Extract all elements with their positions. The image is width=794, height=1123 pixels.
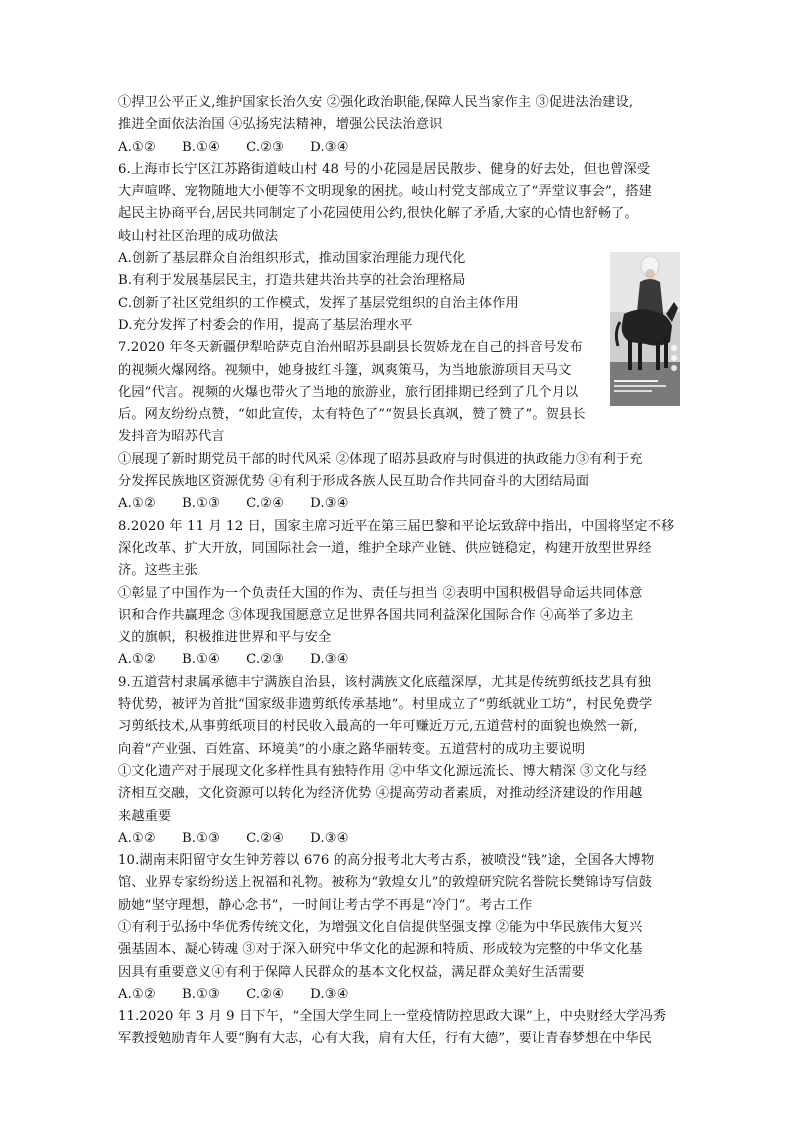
answer-option: B.①③ <box>181 986 221 1002</box>
answer-option: D.③④ <box>310 652 349 668</box>
answer-option: A.①② <box>118 496 156 512</box>
text-line: ①展现了新时期党员干部的时代风采 ②体现了昭苏县政府与时俱进的执政能力③有利于充 <box>118 451 643 467</box>
text-line: 来越重要 <box>118 808 172 824</box>
answer-option: D.③④ <box>310 830 349 846</box>
text-line <box>118 493 678 515</box>
text-line: 10.湖南耒阳留守女生钟芳蓉以 676 的高分报考北大考古系，被喷没“钱”途，全国各大博物 <box>118 853 655 869</box>
answer-option: B.①④ <box>181 139 221 155</box>
answer-option: A.①② <box>118 830 156 846</box>
answer-option: D.③④ <box>310 496 349 512</box>
text-line: 军教授勉励青年人要“胸有大志，心有大我，肩有大任，行有大德”，要让青春梦想在中华民 <box>118 1031 652 1047</box>
horse-rider-illustration <box>610 252 680 406</box>
text-line: ①文化遗产对于展现文化多样性具有独特作用 ②中华文化源远流长、博大精深 ③文化与经 <box>118 763 647 779</box>
text-line: 推进全面依法治国 ④弘扬宪法精神，增强公民法治意识 <box>118 117 443 133</box>
text-line: 6.上海市长宁区江苏路街道岐山村 48 号的小花园是居民散步、健身的好去处，但也曾深受 <box>118 161 651 177</box>
text-line: 11.2020 年 3 月 9 日下午，“全国大学生同上一堂疫情防控思政大课”上，中央财经大学冯秀 <box>118 1009 667 1025</box>
text-line: 大声喧哗、宠物随地大小便等不文明现象的困扰。岐山村党支部成立了“弄堂议事会”，搭建 <box>118 184 652 200</box>
text-line <box>118 828 678 850</box>
text-line: 励她“坚守理想，静心念书”，一时间让考古学不再是“冷门”。考古工作 <box>118 897 533 913</box>
text-line: 因具有重要意义④有利于保障人民群众的基本文化权益，满足群众美好生活需要 <box>118 964 585 980</box>
answer-option: B.①③ <box>181 830 221 846</box>
text-line: C.创新了社区党组织的工作模式，发挥了基层党组织的自治主体作用 <box>118 295 519 311</box>
text-line <box>118 137 678 159</box>
text-line <box>118 649 678 671</box>
text-line: 深化改革、扩大开放，同国际社会一道，维护全球产业链、供应链稳定，构建开放型世界经 <box>118 540 652 556</box>
text-line: B.有利于发展基层民主，打造共建共治共享的社会治理格局 <box>118 273 466 289</box>
text-line: D.充分发挥了村委会的作用，提高了基层治理水平 <box>118 317 413 333</box>
text-line: 馆、业界专家纷纷送上祝福和礼物。被称为“敦煌女儿”的敦煌研究院名誉院长樊锦诗写信鼓 <box>118 875 652 891</box>
rider-on-horse-photo <box>610 252 680 406</box>
text-line: 起民主协商平台,居民共同制定了小花园使用公约,很快化解了矛盾,大家的心情也舒畅了。 <box>118 206 638 222</box>
answer-option: A.①② <box>118 652 156 668</box>
document-body <box>118 92 678 1051</box>
text-line: 9.五道营村隶属承德丰宁满族自治县，该村满族文化底蕴深厚，尤其是传统剪纸技艺具有独 <box>118 674 652 690</box>
text-line: 分发挥民族地区资源优势 ④有利于形成各族人民互助合作共同奋斗的大团结局面 <box>118 474 590 490</box>
text-line: ①有利于弘扬中华优秀传统文化，为增强文化自信提供坚强支撑 ②能为中华民族伟大复兴 <box>118 919 643 935</box>
text-line: 特优势，被评为首批“国家级非遗剪纸传承基地”。村里成立了“剪纸就业工坊”，村民免费学 <box>118 697 653 713</box>
text-line: 后。网友纷纷点赞，“如此宣传，太有特色了”“贺县长真飒，赞了赞了”。贺县长 <box>118 407 586 423</box>
text-line: 识和合作共赢理念 ③体现我国愿意立足世界各国共同利益深化国际合作 ④高举了多边主 <box>118 607 634 623</box>
text-line: 义的旗帜，积极推进世界和平与安全 <box>118 630 332 646</box>
answer-option: D.③④ <box>310 139 349 155</box>
text-line: ①捍卫公平正义,维护国家长治久安 ②强化政治职能,保障人民当家作主 ③促进法治建设, <box>118 95 634 110</box>
text-line <box>118 984 678 1006</box>
answer-option: A.①② <box>118 986 156 1002</box>
text-line: 济。这些主张 <box>118 563 199 579</box>
text-line: 8.2020 年 11 月 12 日，国家主席习近平在第三届巴黎和平论坛致辞中指出，中国将坚定不移 <box>118 518 675 534</box>
text-line: 发抖音为昭苏代言 <box>118 429 225 445</box>
answer-option: A.①② <box>118 139 156 155</box>
answer-option: C.②③ <box>246 652 285 668</box>
answer-option: C.②③ <box>246 139 285 155</box>
text-line: 济相互交融，文化资源可以转化为经济优势 ④提高劳动者素质，对推动经济建设的作用越 <box>118 786 643 802</box>
text-line: 向着“产业强、百姓富、环境美”的小康之路华丽转变。五道营村的成功主要说明 <box>118 741 586 757</box>
text-line: A.创新了基层群众自治组织形式，推动国家治理能力现代化 <box>118 251 466 267</box>
text-line: 的视频火爆网络。视频中，她身披红斗篷，飒爽策马，为当地旅游项目天马文 <box>118 362 572 378</box>
answer-option: C.②④ <box>246 496 285 512</box>
text-line: 岐山村社区治理的成功做法 <box>118 228 279 244</box>
answer-option: C.②④ <box>246 830 285 846</box>
answer-option: B.①④ <box>181 652 221 668</box>
text-line: 强基固本、凝心铸魂 ③对于深入研究中华文化的起源和特质、形成较为完整的中华文化基 <box>118 942 643 958</box>
text-line: 化园”代言。视频的火爆也带火了当地的旅游业，旅行团排期已经到了几个月以 <box>118 384 579 400</box>
text-line: 习剪纸技术,从事剪纸项目的村民收入最高的一年可赚近万元,五道营村的面貌也焕然一新, <box>118 719 638 735</box>
answer-option: D.③④ <box>310 986 349 1002</box>
text-line: ①彰显了中国作为一个负责任大国的作为、责任与担当 ②表明中国积极倡导命运共同体意 <box>118 585 643 601</box>
text-line: 7.2020 年冬天新疆伊犁哈萨克自治州昭苏县副县长贺娇龙在自己的抖音号发布 <box>118 340 583 356</box>
answer-option: B.①③ <box>181 496 221 512</box>
answer-option: C.②④ <box>246 986 285 1002</box>
